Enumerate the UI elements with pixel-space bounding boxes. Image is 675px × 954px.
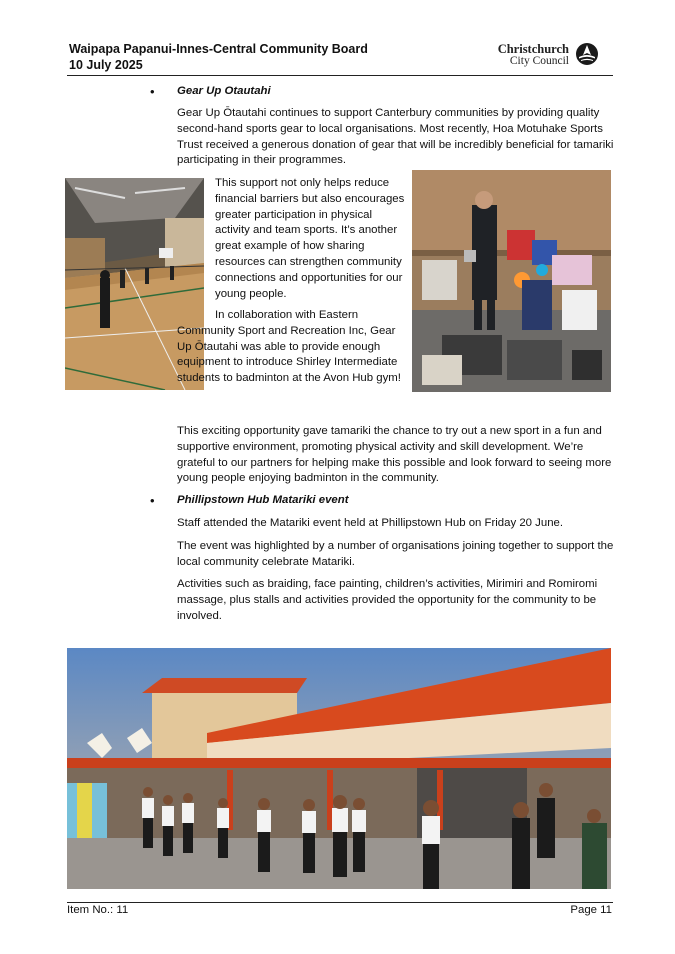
logo-text-line1: Christchurch bbox=[497, 42, 569, 56]
paragraph-gear-up-support: This support not only helps reduce financial barriers but also encourages greater participation in physical activity and team sports. It’s another great example of how sharing resources can strengthen community connections and opportunities for our young people. bbox=[215, 177, 405, 300]
logo-text-line2: City Council bbox=[509, 55, 569, 67]
paragraph-matariki-attended: Staff attended the Matariki event held at Phillipstown Hub on Friday 20 June. bbox=[177, 517, 564, 529]
header-divider bbox=[67, 75, 613, 76]
document-header-title bbox=[69, 41, 368, 73]
paragraph-gear-up-intro: Gear Up Ōtautahi continues to support Canterbury communities by providing quality second-hand sports gear to local organisations. Most recently, Hoa Motuhake Sports Trust received a generous donation of gear that will be incredibly beneficial for tamariki participating in their programmes. bbox=[177, 107, 614, 167]
footer-item-number: Item No.: 11 bbox=[67, 904, 129, 916]
paragraph-gear-up-opportunity: This exciting opportunity gave tamariki the chance to try out a new sport in a fun and supportive environment, promoting physical activity and skill development. We’re grateful to our partners for helping make this possible and look forward to seeing more young people enjoying badminton in the community. bbox=[177, 425, 612, 485]
bullet-marker: • bbox=[150, 84, 155, 99]
council-emblem-icon bbox=[575, 42, 599, 66]
matariki-photo-illustration bbox=[67, 648, 611, 889]
section-heading-matariki: Phillipstown Hub Matariki event bbox=[177, 494, 349, 506]
council-logo bbox=[497, 42, 601, 66]
photo-matariki-event bbox=[67, 648, 611, 889]
bullet-marker: • bbox=[150, 493, 155, 508]
paragraph-matariki-highlighted: The event was highlighted by a number of organisations joining together to support the local community celebrate Matariki. bbox=[177, 540, 614, 568]
board-name: Waipapa Papanui-Innes-Central Community Board bbox=[69, 42, 368, 56]
photo-donated-sports-gear bbox=[412, 170, 611, 392]
footer-divider bbox=[67, 902, 613, 903]
gear-photo-illustration bbox=[412, 170, 611, 392]
meeting-date: 10 July 2025 bbox=[69, 58, 143, 72]
paragraph-matariki-activities: Activities such as braiding, face painting, children’s activities, Mirimiri and Romiromi massage, plus stalls and activities provided the opportunity for the community to be involved. bbox=[177, 578, 598, 622]
footer-page-number: Page 11 bbox=[570, 904, 612, 916]
paragraph-gear-up-collaboration: In collaboration with Eastern Community Sport and Recreation Inc, Gear Up Ōtautahi was able to provide enough equipment to introduce Shirley Intermediate students to badminton at the Avon Hub gym! bbox=[177, 309, 401, 385]
section-heading-gear-up: Gear Up Otautahi bbox=[177, 85, 271, 97]
